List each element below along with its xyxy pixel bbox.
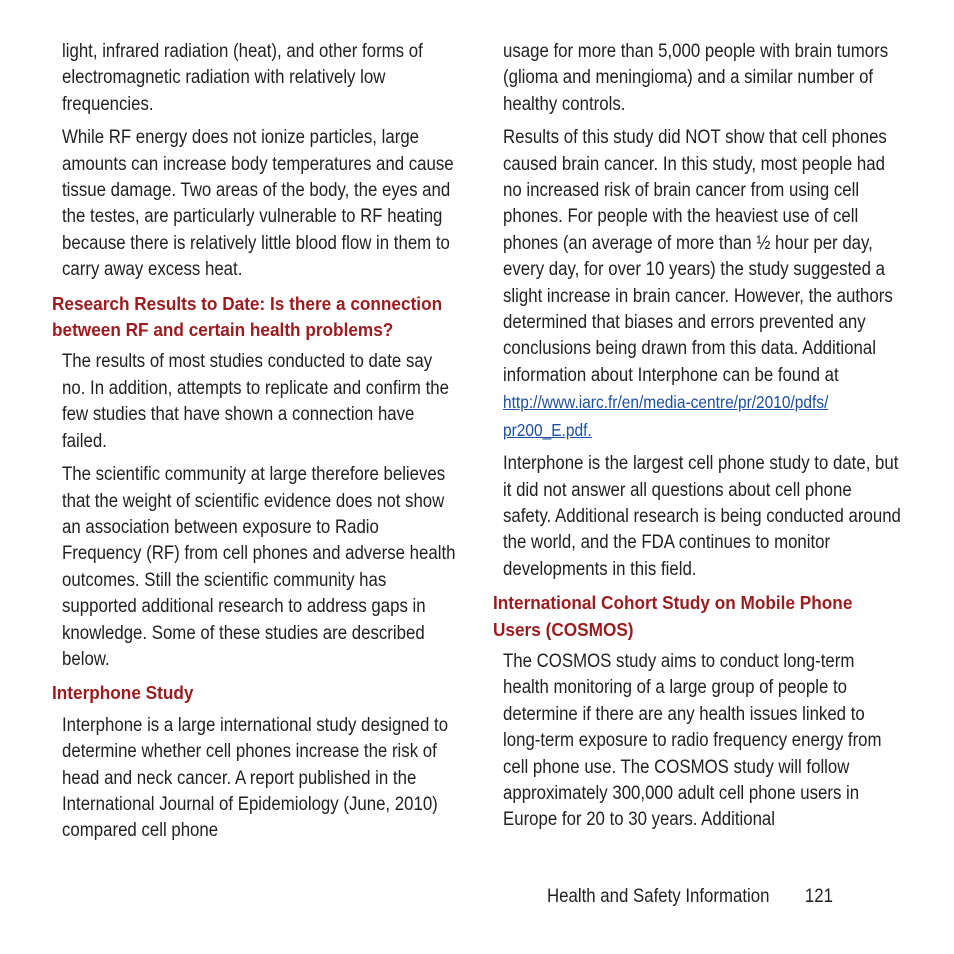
paragraph-results-studies: The results of most studies conducted to date say no. In addition, attempts to replicate and confirm the few studies that have shown a connection have failed. [62, 351, 449, 452]
page-footer [547, 884, 833, 910]
heading-cosmos: International Cohort Study on Mobile Phone Users (COSMOS) [493, 592, 853, 640]
heading-interphone-study: Interphone Study [52, 682, 194, 704]
paragraph-interphone-intro: Interphone is a large international study designed to determine whether cell phones increase the risk of head and neck cancer. A report published in the International Journal of Epidemiology (June, 2010) compared cell phone [62, 714, 449, 842]
study-results-text: Results of this study did NOT show that cell phones caused brain cancer. In this study, most people had no increased risk of brain cancer from using cell phones. For people with the heaviest use of cell phones (an average of more than ½ hour per day, every day, for over 10 years) the study suggested a slight increase in brain cancer. However, the authors determined that biases and errors prevented any conclusions being drawn from this data. Additional information about Interphone can be found at [503, 127, 893, 386]
heading-research-results: Research Results to Date: Is there a connection between RF and certain health problems? [52, 292, 443, 341]
left-column [52, 39, 456, 852]
footer-section-title: Health and Safety Information [547, 886, 770, 907]
right-column [493, 39, 901, 841]
paragraph-rf-energy: While RF energy does not ionize particles, large amounts can increase body temperatures and cause tissue damage. Two areas of the body, the eyes and the testes, are particularly vulnerable to RF heating because there is relatively little blood flow in them to carry away excess heat. [62, 127, 454, 281]
paragraph-study-results [503, 125, 903, 444]
iarc-link[interactable] [503, 392, 828, 439]
paragraph-em-radiation: light, infrared radiation (heat), and other forms of electromagnetic radiation with relatively low frequencies. [62, 41, 423, 115]
paragraph-usage: usage for more than 5,000 people with brain tumors (glioma and meningioma) and a similar number of healthy controls. [503, 41, 889, 115]
paragraph-scientific-community: The scientific community at large therefore believes that the weight of scientific evidence does not show an association between exposure to Radio Frequency (RF) from cell phones and adverse health outcomes. Still the scientific community has supported additional research to address gaps in knowledge. Some of these studies are described below. [62, 464, 456, 670]
iarc-link-line2: pr200_E.pdf. [503, 419, 592, 440]
page-number: 121 [804, 886, 833, 907]
paragraph-largest-study: Interphone is the largest cell phone study to date, but it did not answer all questions about cell phone safety. Additional research is being conducted around the world, and the FDA continues to monitor developments in this field. [503, 453, 901, 580]
iarc-link-line1: http://www.iarc.fr/en/media-centre/pr/2010/pdfs/ [503, 392, 829, 413]
paragraph-cosmos: The COSMOS study aims to conduct long-term health monitoring of a large group of people to determine if there are any health issues linked to long-term exposure to radio frequency energy from cell phone use. The COSMOS study will follow approximately 300,000 adult cell phone users in Europe for 20 to 30 years. Additional [503, 650, 882, 831]
